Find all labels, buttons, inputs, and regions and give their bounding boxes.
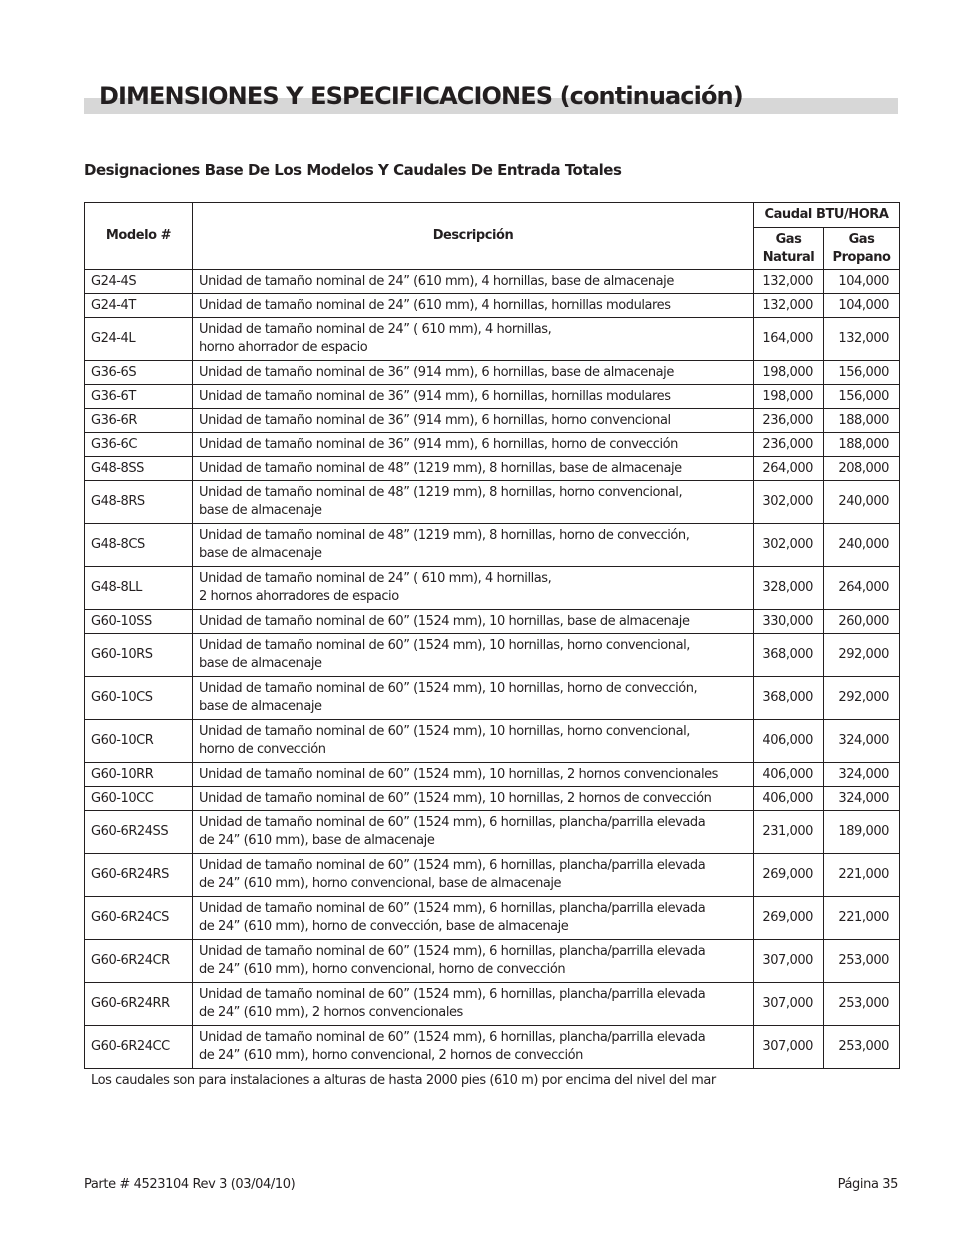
cell-propane-gas: 292,000: [824, 634, 900, 677]
cell-natural-gas: 264,000: [754, 457, 824, 481]
cell-model: G60-10RR: [85, 763, 193, 787]
cell-description: Unidad de tamaño nominal de 60” (1524 mm), 10 hornillas, horno de convección, base de almacenaje: [193, 677, 754, 720]
cell-description: Unidad de tamaño nominal de 60” (1524 mm), 6 hornillas, plancha/parrilla elevada de 24” (610 mm), 2 hornos convencionales: [193, 983, 754, 1026]
cell-description: Unidad de tamaño nominal de 60” (1524 mm), 10 hornillas, 2 hornos convencionales: [193, 763, 754, 787]
header-natural-gas: Gas Natural: [754, 228, 824, 270]
cell-description: Unidad de tamaño nominal de 48” (1219 mm), 8 hornillas, horno convencional, base de almacenaje: [193, 481, 754, 524]
cell-description: Unidad de tamaño nominal de 60” (1524 mm), 10 hornillas, base de almacenaje: [193, 610, 754, 634]
cell-natural-gas: 269,000: [754, 897, 824, 940]
cell-propane-gas: 156,000: [824, 361, 900, 385]
table-row: [85, 1026, 900, 1069]
cell-propane-gas: 221,000: [824, 897, 900, 940]
page-title: DIMENSIONES Y ESPECIFICACIONES (continuación): [99, 82, 743, 110]
cell-description: Unidad de tamaño nominal de 60” (1524 mm), 6 hornillas, plancha/parrilla elevada de 24” (610 mm), base de almacenaje: [193, 811, 754, 854]
cell-propane-gas: 324,000: [824, 787, 900, 811]
cell-model: G24-4L: [85, 318, 193, 361]
cell-natural-gas: 236,000: [754, 433, 824, 457]
cell-description: Unidad de tamaño nominal de 60” (1524 mm), 6 hornillas, plancha/parrilla elevada de 24” (610 mm), horno convencional, base de almacenaje: [193, 854, 754, 897]
cell-description: Unidad de tamaño nominal de 24” ( 610 mm), 4 hornillas, 2 hornos ahorradores de espacio: [193, 567, 754, 610]
table-row: [85, 481, 900, 524]
cell-model: G60-10CR: [85, 720, 193, 763]
cell-natural-gas: 406,000: [754, 763, 824, 787]
cell-propane-gas: 292,000: [824, 677, 900, 720]
cell-natural-gas: 307,000: [754, 1026, 824, 1069]
cell-model: G48-8LL: [85, 567, 193, 610]
cell-natural-gas: 328,000: [754, 567, 824, 610]
cell-description: Unidad de tamaño nominal de 60” (1524 mm), 6 hornillas, plancha/parrilla elevada de 24” (610 mm), horno convencional, horno de convección: [193, 940, 754, 983]
table-row: [85, 270, 900, 294]
table-row: [85, 294, 900, 318]
cell-natural-gas: 307,000: [754, 983, 824, 1026]
table-body: [85, 270, 900, 1069]
cell-model: G36-6S: [85, 361, 193, 385]
cell-propane-gas: 253,000: [824, 940, 900, 983]
cell-model: G36-6T: [85, 385, 193, 409]
footnote: Los caudales son para instalaciones a alturas de hasta 2000 pies (610 m) por encima del nivel del mar: [91, 1073, 716, 1088]
cell-propane-gas: 253,000: [824, 1026, 900, 1069]
table-row: [85, 634, 900, 677]
cell-description: Unidad de tamaño nominal de 24” ( 610 mm), 4 hornillas, horno ahorrador de espacio: [193, 318, 754, 361]
table-row: [85, 983, 900, 1026]
cell-natural-gas: 198,000: [754, 385, 824, 409]
section-subtitle: Designaciones Base De Los Modelos Y Caudales De Entrada Totales: [84, 161, 622, 179]
cell-propane-gas: 156,000: [824, 385, 900, 409]
cell-model: G24-4S: [85, 270, 193, 294]
cell-natural-gas: 269,000: [754, 854, 824, 897]
cell-description: Unidad de tamaño nominal de 60” (1524 mm), 10 hornillas, horno convencional, base de almacenaje: [193, 634, 754, 677]
table-row: [85, 361, 900, 385]
cell-description: Unidad de tamaño nominal de 60” (1524 mm), 6 hornillas, plancha/parrilla elevada de 24” (610 mm), horno de convección, base de almacenaje: [193, 897, 754, 940]
table-row: [85, 610, 900, 634]
table-row: [85, 720, 900, 763]
cell-natural-gas: 132,000: [754, 294, 824, 318]
table-row: [85, 318, 900, 361]
cell-description: Unidad de tamaño nominal de 60” (1524 mm), 10 hornillas, horno convencional, horno de convección: [193, 720, 754, 763]
cell-description: Unidad de tamaño nominal de 36” (914 mm), 6 hornillas, horno de convección: [193, 433, 754, 457]
cell-model: G36-6R: [85, 409, 193, 433]
cell-description: Unidad de tamaño nominal de 60” (1524 mm), 6 hornillas, plancha/parrilla elevada de 24” (610 mm), horno convencional, 2 hornos de convección: [193, 1026, 754, 1069]
table-header: [85, 203, 900, 270]
cell-model: G60-10SS: [85, 610, 193, 634]
cell-model: G48-8RS: [85, 481, 193, 524]
cell-propane-gas: 324,000: [824, 720, 900, 763]
part-number: Parte # 4523104 Rev 3 (03/04/10): [84, 1177, 296, 1192]
header-description: Descripción: [193, 203, 754, 270]
cell-propane-gas: 188,000: [824, 409, 900, 433]
cell-model: G60-6R24CR: [85, 940, 193, 983]
header-flow: Caudal BTU/HORA: [754, 203, 900, 228]
table-row: [85, 897, 900, 940]
table-row: [85, 385, 900, 409]
cell-propane-gas: 208,000: [824, 457, 900, 481]
cell-natural-gas: 198,000: [754, 361, 824, 385]
cell-model: G36-6C: [85, 433, 193, 457]
cell-model: G60-10RS: [85, 634, 193, 677]
cell-model: G60-6R24RS: [85, 854, 193, 897]
table-row: [85, 940, 900, 983]
cell-propane-gas: 324,000: [824, 763, 900, 787]
table-row: [85, 457, 900, 481]
cell-model: G60-6R24SS: [85, 811, 193, 854]
cell-propane-gas: 132,000: [824, 318, 900, 361]
cell-propane-gas: 240,000: [824, 481, 900, 524]
cell-propane-gas: 253,000: [824, 983, 900, 1026]
cell-natural-gas: 406,000: [754, 720, 824, 763]
table-row: [85, 787, 900, 811]
table-row: [85, 433, 900, 457]
cell-propane-gas: 188,000: [824, 433, 900, 457]
table-row: [85, 677, 900, 720]
cell-model: G48-8CS: [85, 524, 193, 567]
cell-model: G60-6R24RR: [85, 983, 193, 1026]
cell-model: G60-6R24CS: [85, 897, 193, 940]
cell-propane-gas: 221,000: [824, 854, 900, 897]
table-row: [85, 763, 900, 787]
table-row: [85, 811, 900, 854]
cell-natural-gas: 406,000: [754, 787, 824, 811]
cell-description: Unidad de tamaño nominal de 60” (1524 mm), 10 hornillas, 2 hornos de convección: [193, 787, 754, 811]
cell-natural-gas: 368,000: [754, 634, 824, 677]
cell-description: Unidad de tamaño nominal de 36” (914 mm), 6 hornillas, horno convencional: [193, 409, 754, 433]
cell-natural-gas: 132,000: [754, 270, 824, 294]
table-row: [85, 524, 900, 567]
cell-description: Unidad de tamaño nominal de 48” (1219 mm), 8 hornillas, horno de convección, base de almacenaje: [193, 524, 754, 567]
cell-natural-gas: 368,000: [754, 677, 824, 720]
cell-description: Unidad de tamaño nominal de 36” (914 mm), 6 hornillas, base de almacenaje: [193, 361, 754, 385]
cell-model: G60-10CS: [85, 677, 193, 720]
cell-propane-gas: 104,000: [824, 294, 900, 318]
cell-description: Unidad de tamaño nominal de 48” (1219 mm), 8 hornillas, base de almacenaje: [193, 457, 754, 481]
cell-description: Unidad de tamaño nominal de 24” (610 mm), 4 hornillas, base de almacenaje: [193, 270, 754, 294]
cell-propane-gas: 240,000: [824, 524, 900, 567]
cell-natural-gas: 330,000: [754, 610, 824, 634]
cell-model: G60-10CC: [85, 787, 193, 811]
cell-propane-gas: 104,000: [824, 270, 900, 294]
table-row: [85, 409, 900, 433]
cell-model: G24-4T: [85, 294, 193, 318]
cell-natural-gas: 302,000: [754, 481, 824, 524]
header-model: Modelo #: [85, 203, 193, 270]
cell-propane-gas: 189,000: [824, 811, 900, 854]
cell-propane-gas: 260,000: [824, 610, 900, 634]
cell-model: G60-6R24CC: [85, 1026, 193, 1069]
cell-natural-gas: 236,000: [754, 409, 824, 433]
cell-natural-gas: 164,000: [754, 318, 824, 361]
table-row: [85, 567, 900, 610]
cell-natural-gas: 302,000: [754, 524, 824, 567]
page-number: Página 35: [837, 1177, 898, 1192]
table-row: [85, 854, 900, 897]
cell-propane-gas: 264,000: [824, 567, 900, 610]
cell-description: Unidad de tamaño nominal de 36” (914 mm), 6 hornillas, hornillas modulares: [193, 385, 754, 409]
model-spec-table: [84, 202, 900, 1069]
header-propane-gas: Gas Propano: [824, 228, 900, 270]
cell-model: G48-8SS: [85, 457, 193, 481]
cell-natural-gas: 307,000: [754, 940, 824, 983]
cell-description: Unidad de tamaño nominal de 24” (610 mm), 4 hornillas, hornillas modulares: [193, 294, 754, 318]
cell-natural-gas: 231,000: [754, 811, 824, 854]
